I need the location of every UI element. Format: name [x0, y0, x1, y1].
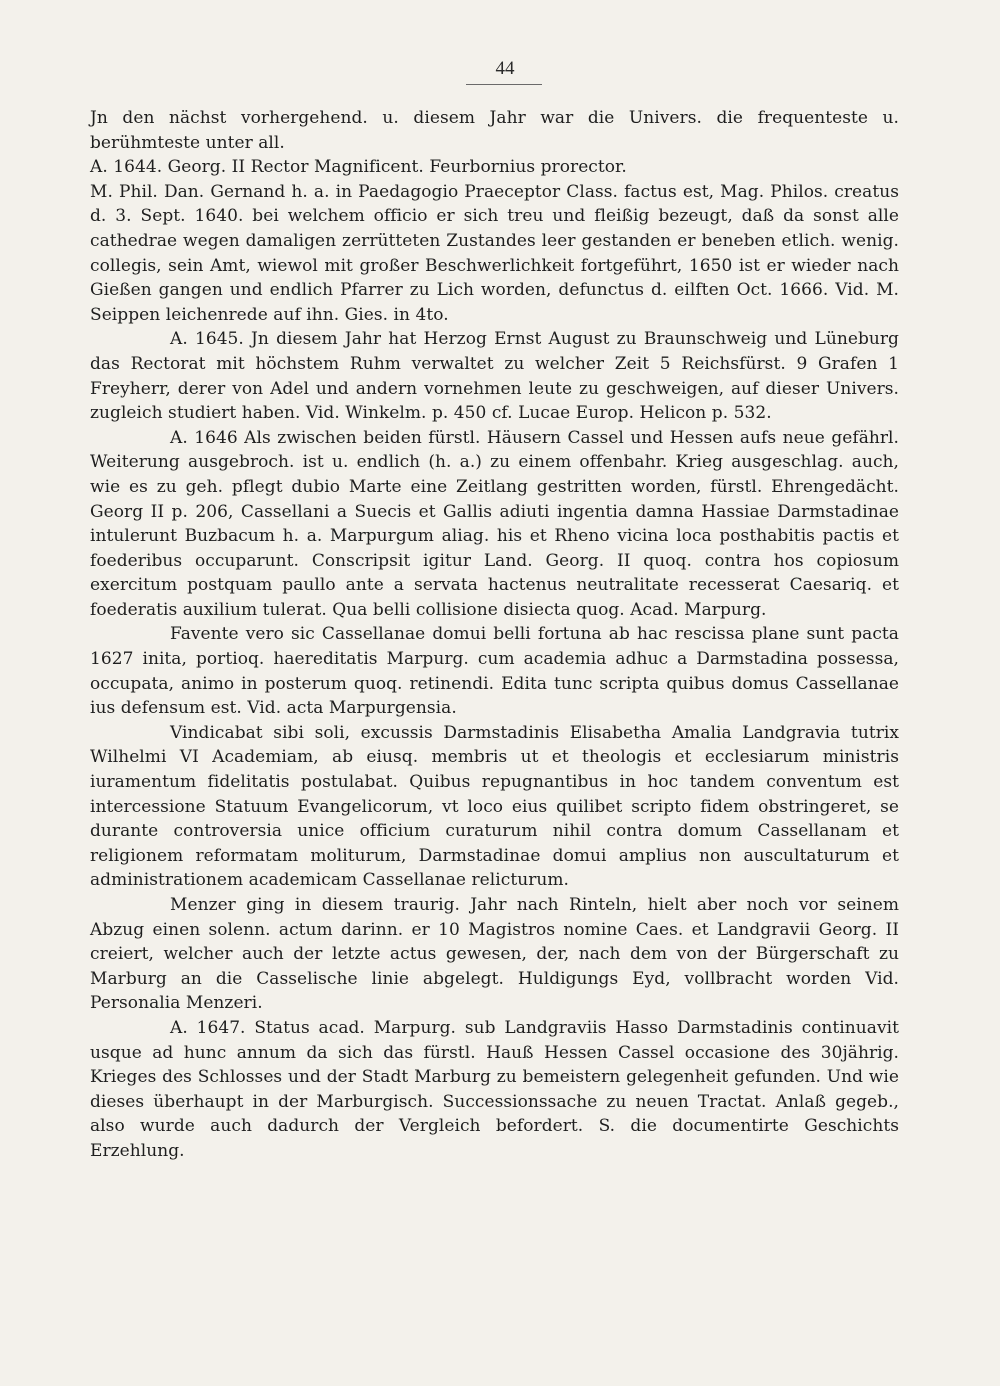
paragraph-gernand: M. Phil. Dan. Gernand h. a. in Paedagogio Praeceptor Class. factus est, Mag. Philos. creatus d. 3. Sept. 1640. bei welchem officio er sich treu und fleißig bezeugt, daß da sonst alle cathedrae wegen damaligen zerrütteten Zustandes leer gestanden er beneben etlich. wenig. collegis, sein Amt, wiewol mit großer Beschwerlichkeit fortgeführt, 1650 ist er wieder nach Gießen gangen und endlich Pfarrer zu Lich worden, defunctus d. eilften Oct. 1666. Vid. M. Seippen leichenrede auf ihn. Gies. in 4to.	[90, 181, 899, 325]
paragraph-1645: A. 1645. Jn diesem Jahr hat Herzog Ernst August zu Braunschweig und Lüneburg das Rectorat mit höchstem Ruhm verwaltet zu welcher Zeit 5 Reichsfürst. 9 Grafen 1 Freyherr, derer von Adel und andern vornehmen leute zu geschweigen, auf dieser Univers. zugleich studiert haben. Vid. Winkelm. p. 450 cf. Lucae Europ. Helicon p. 532.	[90, 329, 899, 424]
paragraph-intro: Jn den nächst vorhergehend. u. diesem Jahr war die Univers. die frequenteste u. berühmteste unter all.	[90, 108, 899, 153]
body-text	[90, 106, 899, 1164]
paragraph-favente: Favente vero sic Cassellanae domui belli fortuna ab hac rescissa plane sunt pacta 1627 inita, portioq. haereditatis Marpurg. cum academia adhuc a Darmstadina possessa, occupata, animo in posterum quoq. retinendi. Edita tunc scripta quibus domus Cassellanae ius defensum est. Vid. acta Marpurgensia.	[90, 624, 899, 719]
paragraph-1644: A. 1644. Georg. II Rector Magnificent. Feurbornius prorector.	[90, 157, 627, 178]
paragraph-vindicabat: Vindicabat sibi soli, excussis Darmstadinis Elisabetha Amalia Landgravia tutrix Wilhelmi VI Academiam, ab eiusq. membris ut et theologis et ecclesiarum ministris iuramentum fidelitatis postulabat. Quibus repugnantibus in hoc tandem conventum est intercessione Statuum Evangelicorum, vt loco eius quilibet scripto fidem obstringeret, se durante controversia unice officium curaturum nihil contra domum Cassellanam et religionem reformatam moliturum, Darmstadinae domui amplius non auscultaturum et administrationem academicam Cassellanae relicturum.	[90, 722, 899, 891]
page-number: 44	[495, 58, 515, 79]
paragraph-menzer: Menzer ging in diesem traurig. Jahr nach Rinteln, hielt aber noch vor seinem Abzug einen solenn. actum darinn. er 10 Magistros nomine Caes. et Landgravii Georg. II creiert, welcher auch der letzte actus gewesen, der, nach dem von der Bürgerschaft zu Marburg an die Casselische linie abgelegt. Huldigungs Eyd, vollbracht worden Vid. Personalia Menzeri.	[90, 895, 899, 1014]
paragraph-1646: A. 1646 Als zwischen beiden fürstl. Häusern Cassel und Hessen aufs neue gefährl. Weiterung ausgebroch. ist u. endlich (h. a.) zu einem offenbahr. Krieg ausgeschlag. auch, wie es zu geh. pflegt dubio Marte eine Zeitlang gestritten worden, fürstl. Ehrengedächt. Georg II p. 206, Cassellani a Suecis et Gallis adiuti ingentia damna Hassiae Darmstadinae intulerunt Buzbacum h. a. Marpurgum aliag. his et Rheno vicina loca posthabitis pactis et foederibus occuparunt. Conscripsit igitur Land. Georg. II quoq. contra hos copiosum exercitum postquam paullo ante a servata hactenus neutralitate recesserat Caesariq. et foederatis auxilium tulerat. Qua belli collisione disiecta quog. Acad. Marpurg.	[90, 427, 899, 620]
header-rule	[466, 84, 542, 85]
paragraph-1647: A. 1647. Status acad. Marpurg. sub Landgraviis Hasso Darmstadinis continuavit usque ad hunc annum da sich das fürstl. Hauß Hessen Cassel occasione des 30jährig. Krieges des Schlosses und der Stadt Marburg zu bemeistern gelegenheit gefunden. Und wie dieses überhaupt in der Marburgisch. Successionssache zu neuen Tractat. Anlaß gegeb., also wurde auch dadurch der Vergleich befordert. S. die documentirte Geschichts Erzehlung.	[90, 1017, 899, 1161]
